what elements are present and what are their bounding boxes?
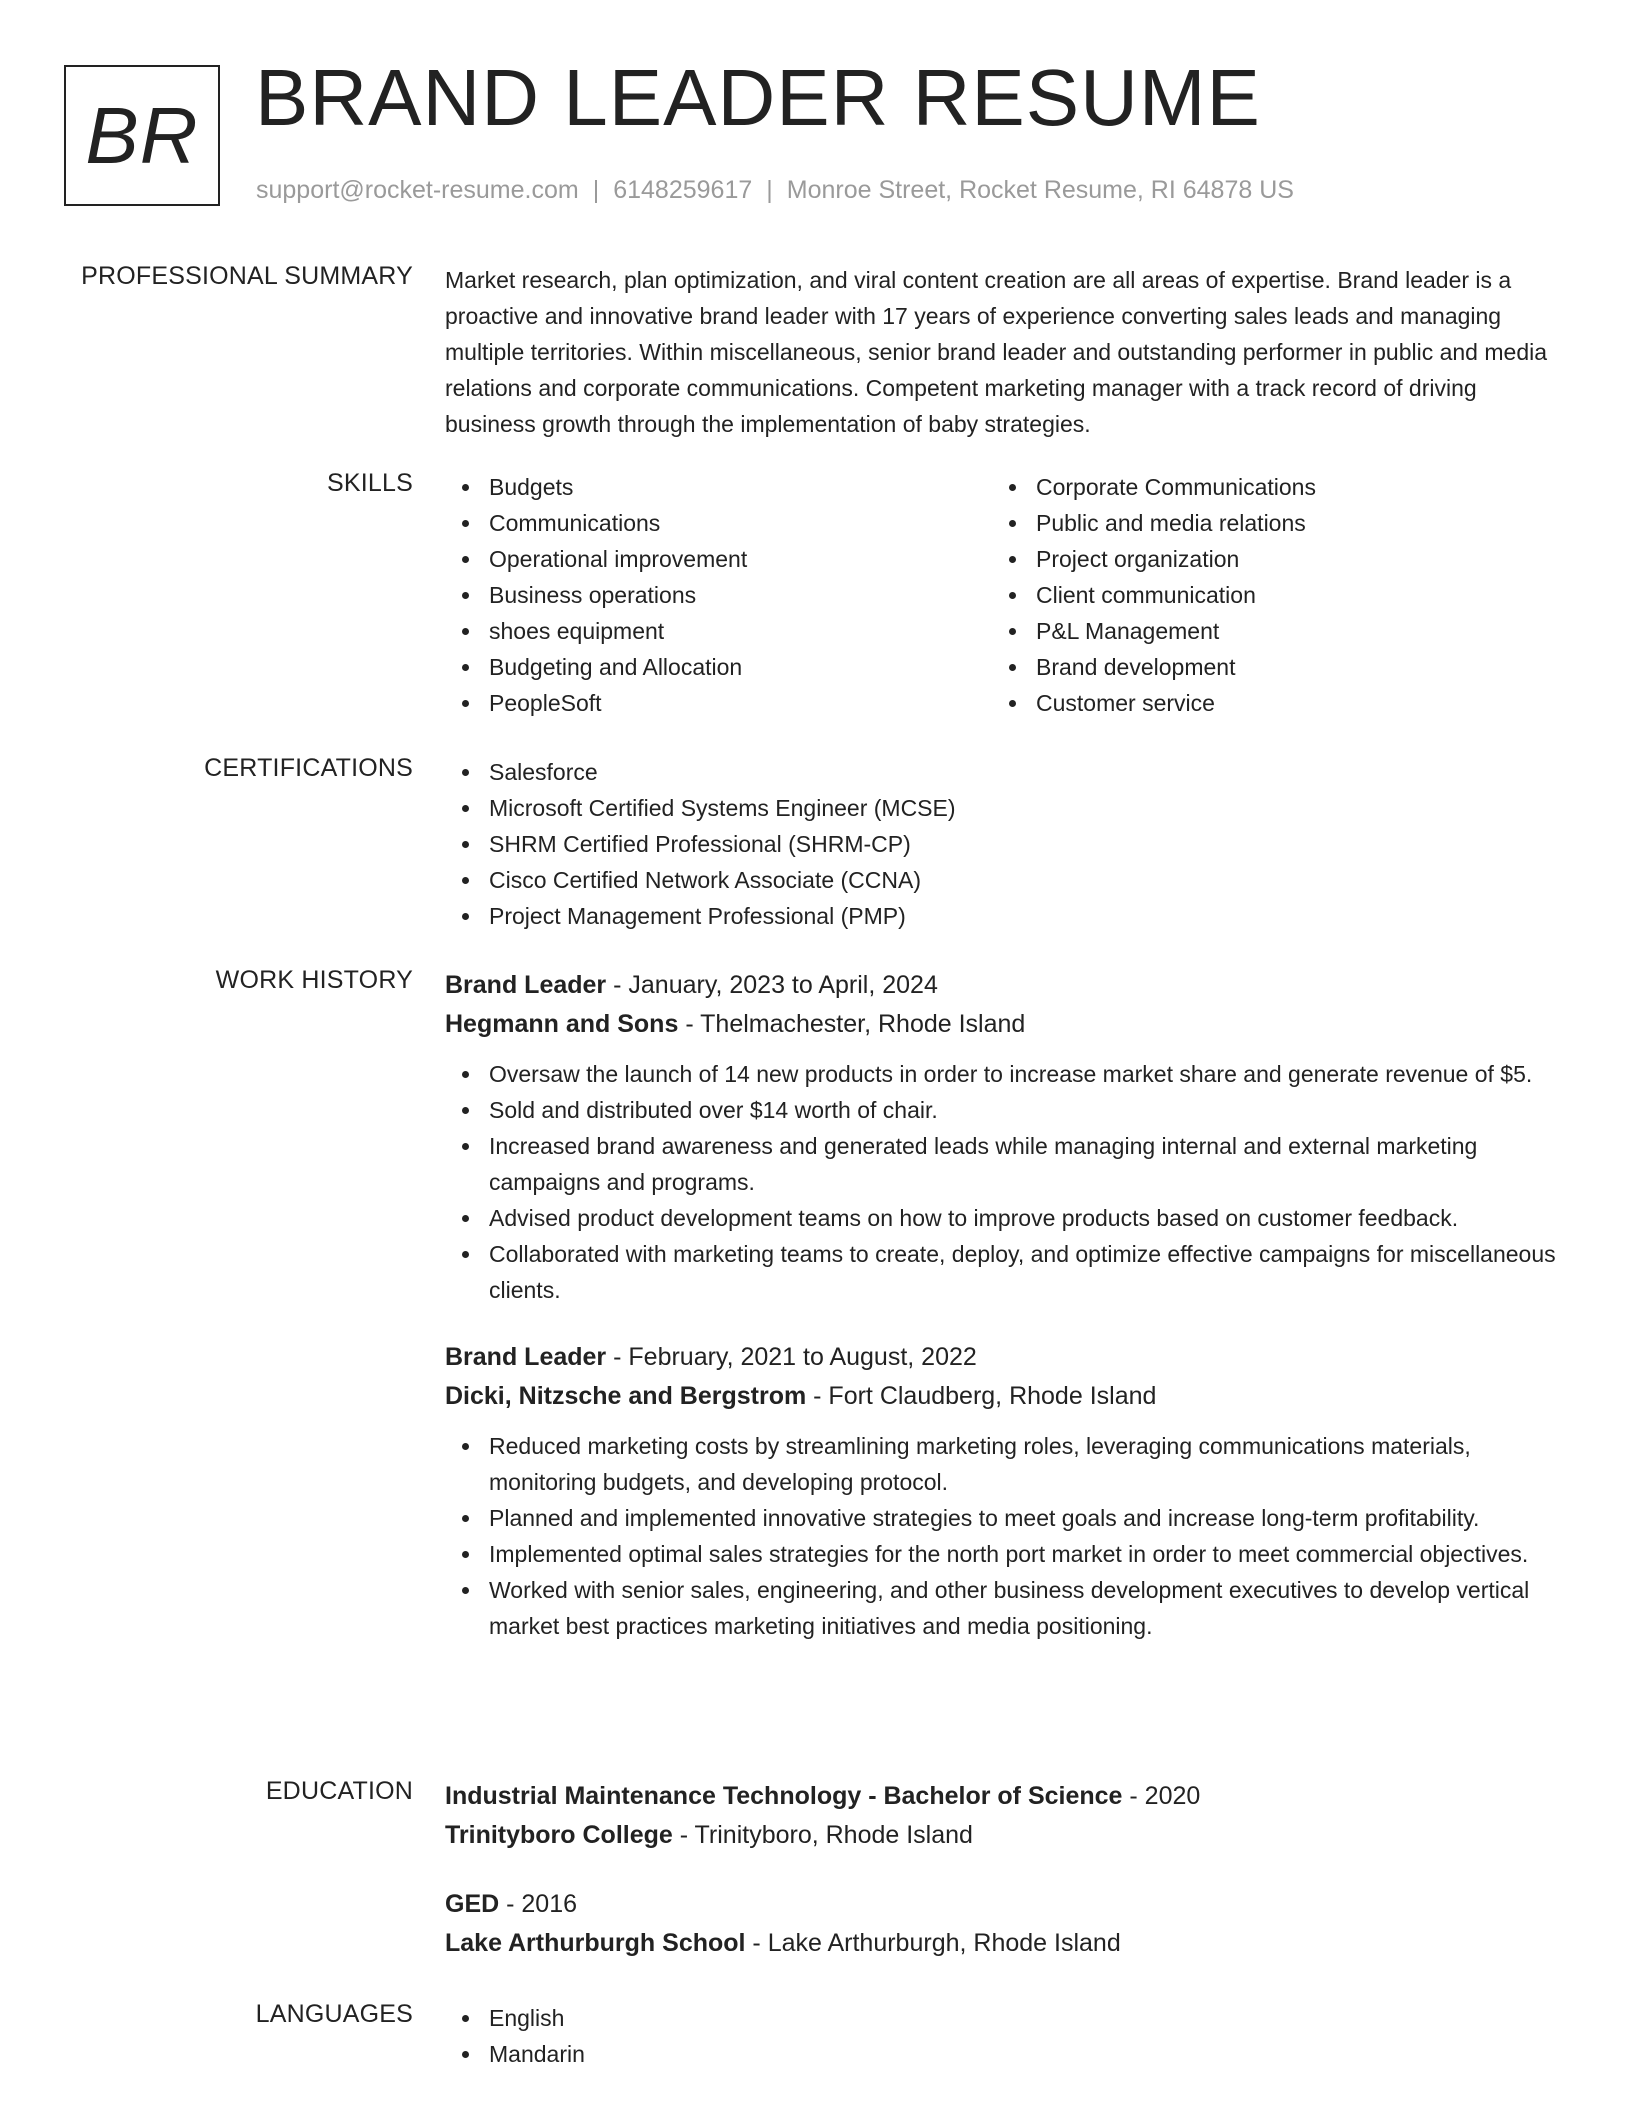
job-bullet: Implemented optimal sales strategies for the north port market in order to meet commercial objectives. <box>445 1536 1565 1572</box>
education-location: - Lake Arthurburgh, Rhode Island <box>745 1929 1121 1957</box>
skill-item: P&L Management <box>992 613 1539 649</box>
contact-phone: 6148259617 <box>613 176 753 204</box>
page-title: BRAND LEADER RESUME <box>255 53 1261 142</box>
education-degree: GED <box>445 1890 500 1918</box>
languages-list <box>445 2000 1565 2072</box>
work-body <box>445 966 1565 1644</box>
section-label-skills: SKILLS <box>327 469 413 497</box>
job-bullet: Increased brand awareness and generated leads while managing internal and external marketing campaigns and programs. <box>445 1128 1565 1200</box>
language-item: English <box>445 2000 1565 2036</box>
section-label-summary: PROFESSIONAL SUMMARY <box>81 262 413 290</box>
job-location: - Fort Claudberg, Rhode Island <box>806 1382 1157 1410</box>
job-dates: - January, 2023 to April, 2024 <box>606 971 938 999</box>
skill-item: Project organization <box>992 541 1539 577</box>
certification-item: Project Management Professional (PMP) <box>445 898 1565 934</box>
job-entry <box>445 1338 1565 1644</box>
section-label-education: EDUCATION <box>265 1777 413 1805</box>
skill-item: Budgets <box>445 469 992 505</box>
certifications-body <box>445 754 1565 934</box>
job-title: Brand Leader <box>445 1343 607 1371</box>
monogram-logo: BR <box>64 65 220 206</box>
skill-item: Brand development <box>992 649 1539 685</box>
skill-item: Budgeting and Allocation <box>445 649 992 685</box>
job-bullets <box>445 1428 1565 1644</box>
skill-item: Customer service <box>992 685 1539 721</box>
language-item: Mandarin <box>445 2036 1565 2072</box>
job-bullet: Oversaw the launch of 14 new products in order to increase market share and generate revenue of $5. <box>445 1056 1565 1092</box>
job-bullet: Sold and distributed over $14 worth of chair. <box>445 1092 1565 1128</box>
job-company: Hegmann and Sons <box>445 1010 679 1038</box>
skills-columns <box>445 469 1565 721</box>
job-bullet: Advised product development teams on how to improve products based on customer feedback. <box>445 1200 1565 1236</box>
job-bullet: Reduced marketing costs by streamlining marketing roles, leveraging communications materials, monitoring budgets, and developing protocol. <box>445 1428 1565 1500</box>
job-company-line <box>445 1005 1565 1044</box>
job-location: - Thelmachester, Rhode Island <box>678 1010 1026 1038</box>
section-label-languages: LANGUAGES <box>255 2000 413 2028</box>
job-bullets <box>445 1056 1565 1308</box>
job-title: Brand Leader <box>445 971 607 999</box>
skill-item: Operational improvement <box>445 541 992 577</box>
job-bullet: Planned and implemented innovative strategies to meet goals and increase long-term profitability. <box>445 1500 1565 1536</box>
contact-separator: | <box>766 176 773 204</box>
summary-body <box>445 262 1565 442</box>
skill-item: Communications <box>445 505 992 541</box>
summary-text: Market research, plan optimization, and viral content creation are all areas of expertise. Brand leader is a proactive and innovative brand leader with 17 years of experience converting sales leads and managing multiple territories. Within miscellaneous, senior brand leader and outstanding performer in public and media relations and corporate communications. Competent marketing manager with a track record of driving business growth through the implementation of baby strategies. <box>445 267 1548 437</box>
skill-item: Corporate Communications <box>992 469 1539 505</box>
education-degree: Industrial Maintenance Technology - Bachelor of Science <box>445 1782 1123 1810</box>
skill-item: PeopleSoft <box>445 685 992 721</box>
skills-body <box>445 469 1565 721</box>
education-school-line <box>445 1816 1565 1855</box>
contact-address: Monroe Street, Rocket Resume, RI 64878 US <box>786 176 1294 204</box>
section-label-certifications: CERTIFICATIONS <box>204 754 413 782</box>
contact-line <box>256 176 1294 205</box>
certifications-list <box>445 754 1565 934</box>
skill-item: Client communication <box>992 577 1539 613</box>
education-year: - 2020 <box>1122 1782 1201 1810</box>
skills-list-left <box>445 469 992 721</box>
skill-item: Public and media relations <box>992 505 1539 541</box>
certification-item: Salesforce <box>445 754 1565 790</box>
certification-item: Microsoft Certified Systems Engineer (MCSE) <box>445 790 1565 826</box>
job-company-line <box>445 1377 1565 1416</box>
job-entry <box>445 966 1565 1308</box>
education-body <box>445 1777 1565 1993</box>
certification-item: Cisco Certified Network Associate (CCNA) <box>445 862 1565 898</box>
job-bullet: Collaborated with marketing teams to create, deploy, and optimize effective campaigns for miscellaneous clients. <box>445 1236 1565 1308</box>
education-degree-line <box>445 1885 1565 1924</box>
education-school-line <box>445 1924 1565 1963</box>
job-title-line <box>445 1338 1565 1377</box>
languages-body <box>445 2000 1565 2072</box>
education-year: - 2016 <box>499 1890 578 1918</box>
education-degree-line <box>445 1777 1565 1816</box>
certification-item: SHRM Certified Professional (SHRM-CP) <box>445 826 1565 862</box>
job-company: Dicki, Nitzsche and Bergstrom <box>445 1382 807 1410</box>
skill-item: Business operations <box>445 577 992 613</box>
contact-email: support@rocket-resume.com <box>256 176 579 204</box>
section-label-work: WORK HISTORY <box>215 966 413 994</box>
education-location: - Trinityboro, Rhode Island <box>672 1821 973 1849</box>
job-bullet: Worked with senior sales, engineering, and other business development executives to develop vertical market best practices marketing initiatives and media positioning. <box>445 1572 1565 1644</box>
contact-separator: | <box>592 176 600 204</box>
education-school: Lake Arthurburgh School <box>445 1929 746 1957</box>
job-title-line <box>445 966 1565 1005</box>
skill-item: shoes equipment <box>445 613 992 649</box>
education-school: Trinityboro College <box>445 1821 673 1849</box>
education-entry <box>445 1777 1565 1855</box>
job-dates: - February, 2021 to August, 2022 <box>606 1343 977 1371</box>
skills-list-right <box>992 469 1539 721</box>
education-entry <box>445 1885 1565 1963</box>
